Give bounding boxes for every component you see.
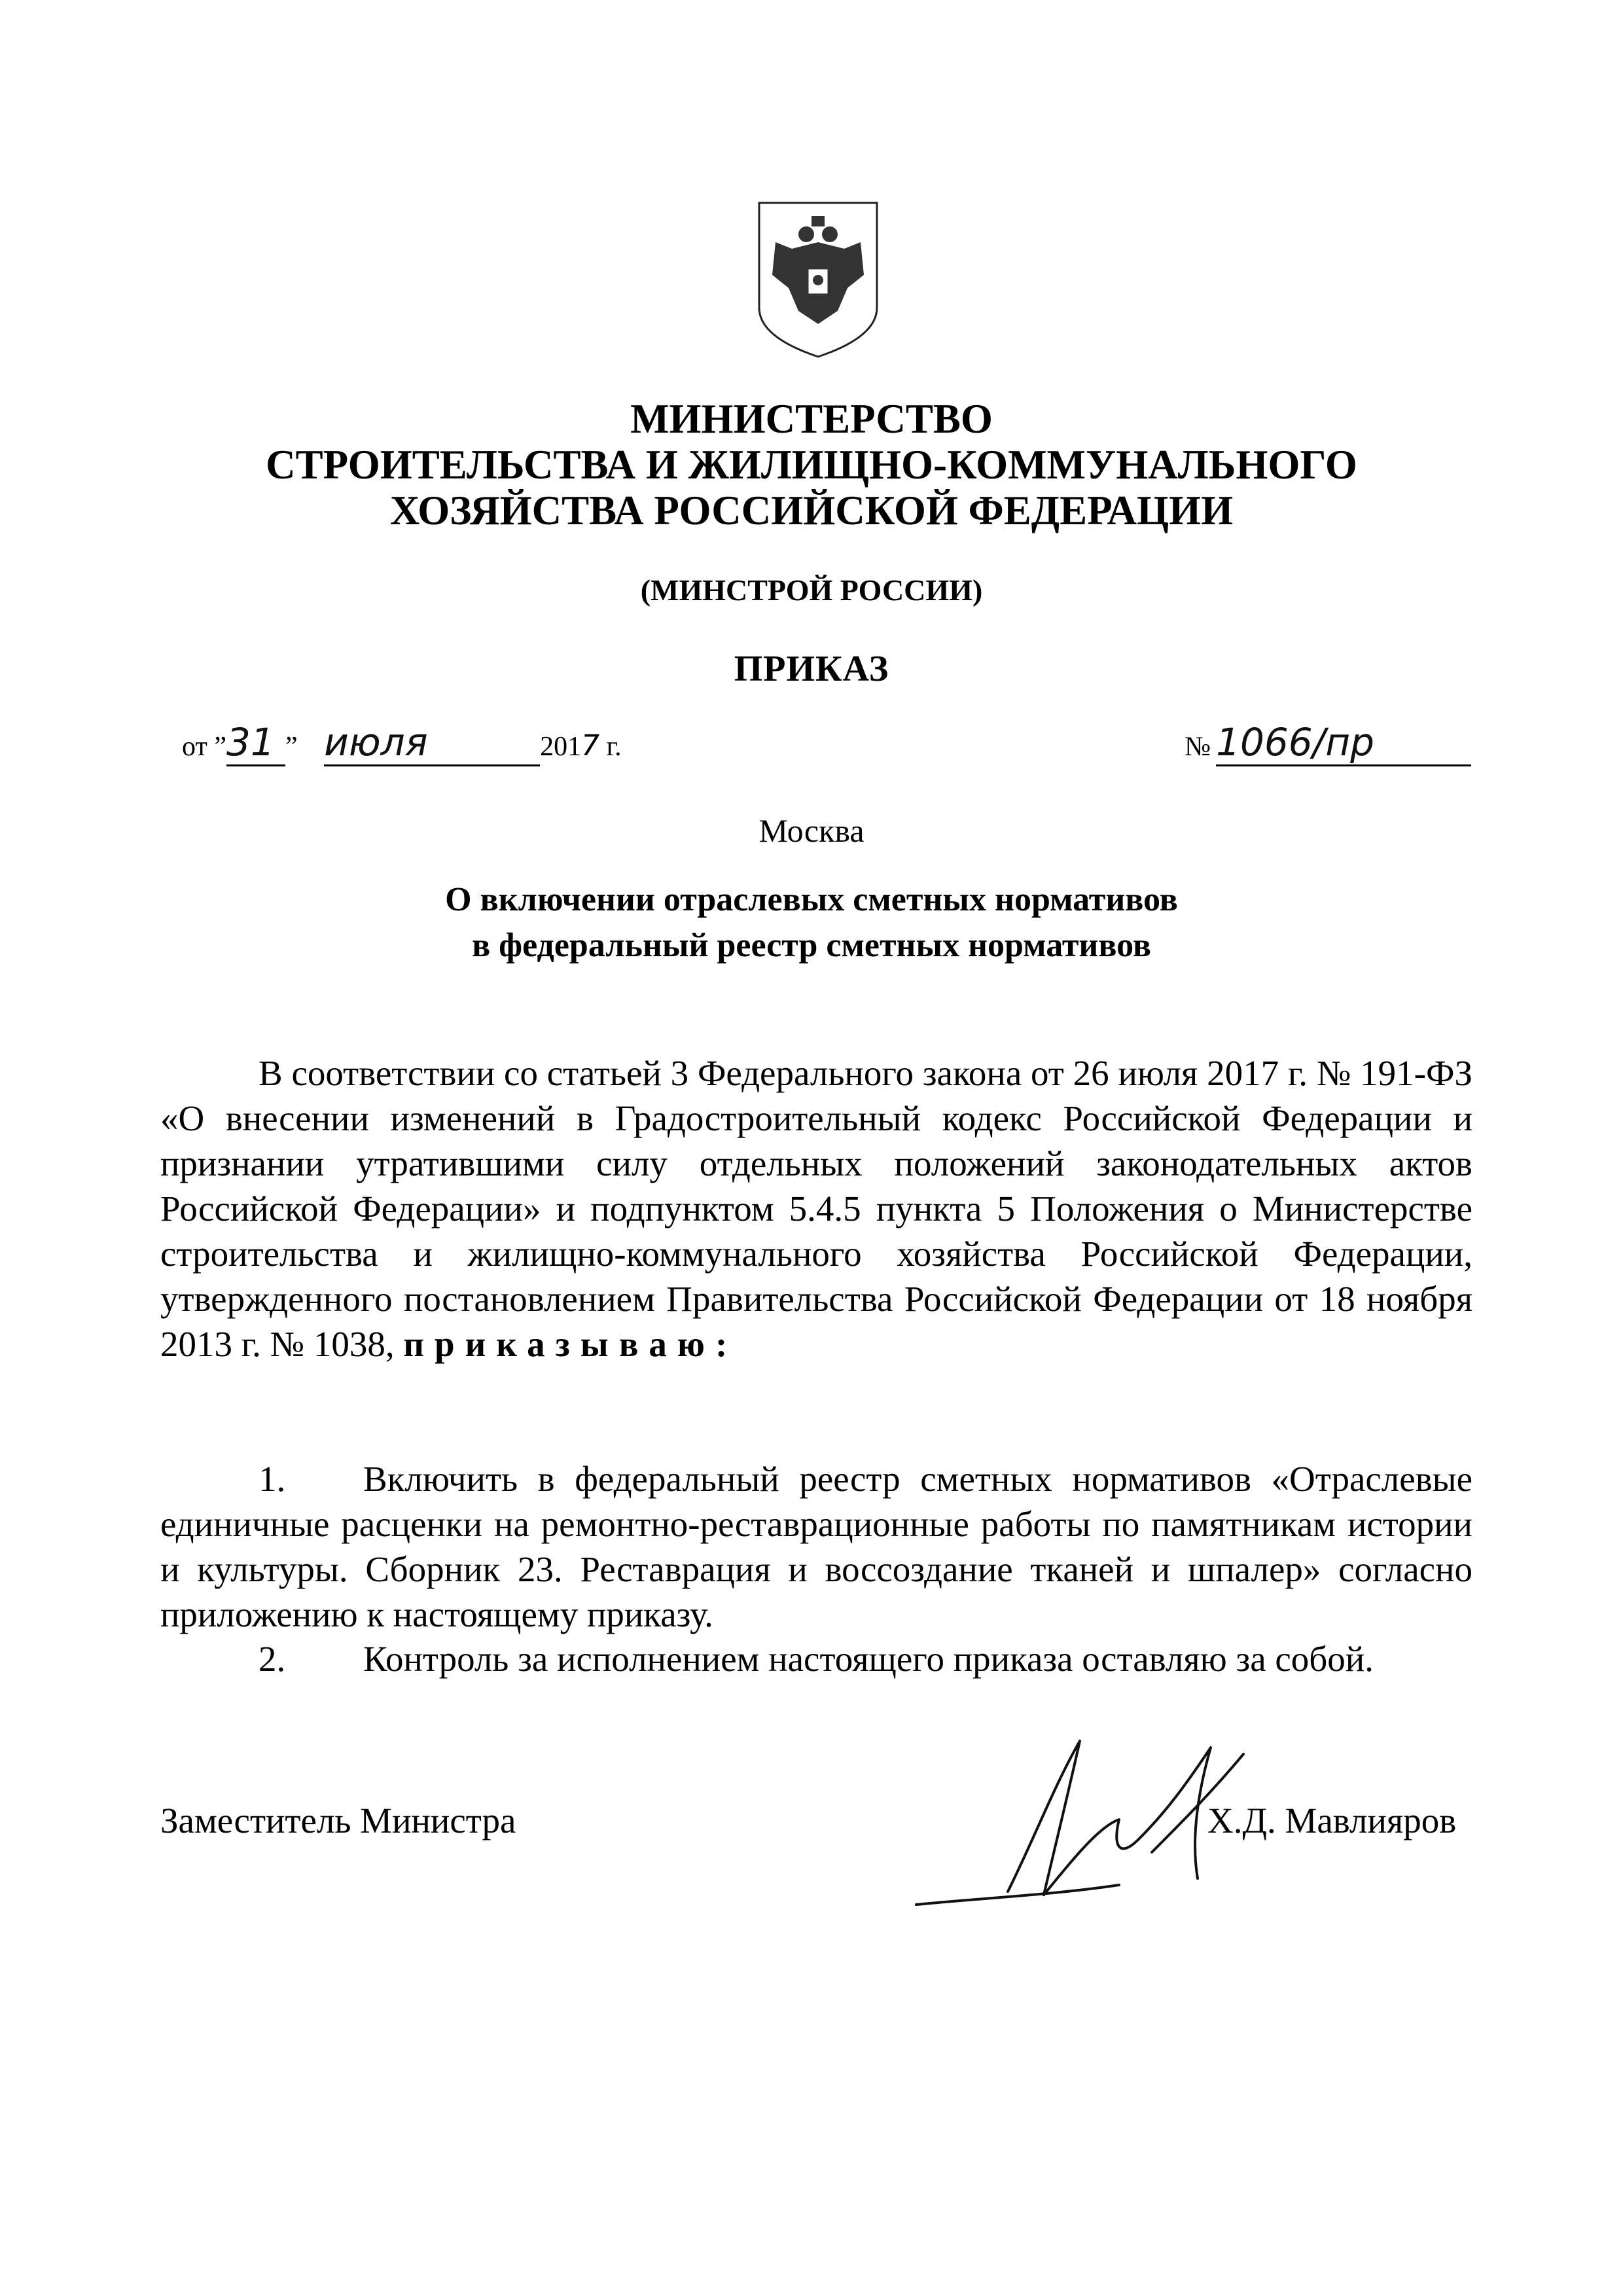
order-item-text: Включить в федеральный реестр сметных нормативов «Отраслевые единичные расценки на ремонтно-реставрационные работы по памятникам истории и культуры. Сборник 23. Реставрация и воссоздание тканей и шпалер» согласно приложению к настоящему приказу. bbox=[160, 1459, 1472, 1634]
order-item-number: 1. bbox=[259, 1459, 286, 1499]
date-month: июля bbox=[324, 720, 428, 764]
date-prefix: от bbox=[182, 732, 207, 762]
date-open-quote: ” bbox=[214, 732, 226, 762]
ministry-title-line-3: ХОЗЯЙСТВА РОССИЙСКОЙ ФЕДЕРАЦИИ bbox=[389, 488, 1234, 533]
order-number-value: 1066/пр bbox=[1216, 720, 1374, 764]
order-item-2 bbox=[160, 1636, 1472, 1681]
date-line bbox=[182, 720, 622, 766]
coat-of-arms-russia-icon bbox=[753, 196, 883, 360]
ministry-abbreviation: (МИНСТРОЙ РОССИИ) bbox=[640, 573, 983, 607]
order-word: приказываю: bbox=[403, 1324, 738, 1364]
date-close-quote: ” bbox=[285, 732, 298, 762]
ministry-title-line-1: МИНИСТЕРСТВО bbox=[630, 396, 993, 442]
date-day: 31 bbox=[226, 720, 275, 764]
subject-line-1: О включении отраслевых сметных нормативов bbox=[445, 881, 1178, 918]
order-item-text: Контроль за исполнением настоящего приказа оставляю за собой. bbox=[363, 1639, 1374, 1679]
date-year-printed: 201 bbox=[540, 732, 582, 762]
order-item-number: 2. bbox=[259, 1639, 286, 1679]
order-number-line bbox=[1185, 720, 1471, 766]
ministry-title-line-2: СТРОИТЕЛЬСТВА И ЖИЛИЩНО-КОММУНАЛЬНОГО bbox=[266, 442, 1357, 488]
document-type: ПРИКАЗ bbox=[734, 649, 889, 689]
preamble-paragraph bbox=[160, 1050, 1472, 1367]
date-year-handwritten: 7 bbox=[581, 729, 600, 762]
signatory-name: Х.Д. Мавлияров bbox=[1207, 1801, 1457, 1840]
signatory-position: Заместитель Министра bbox=[160, 1801, 516, 1840]
subject-line-2: в федеральный реестр сметных нормативов bbox=[472, 927, 1151, 964]
order-item-1 bbox=[160, 1456, 1472, 1637]
order-number-label: № bbox=[1185, 732, 1211, 762]
preamble-text: В соответствии со статьей 3 Федерального закона от 26 июля 2017 г. № 191-ФЗ «О внесении изменений в Градостроительный кодекс Российской Федерации и признании утратившими силу отдельных положений законодательных актов Российской Федерации» и подпунктом 5.4.5 пункта 5 Положения о Министерстве строительства и жилищно-коммунального хозяйства Российской Федерации, утвержденного постановлением Правительства Российской Федерации от 18 ноября 2013 г. № 1038, bbox=[160, 1053, 1472, 1364]
date-suffix: г. bbox=[606, 732, 622, 762]
city: Москва bbox=[758, 812, 865, 849]
